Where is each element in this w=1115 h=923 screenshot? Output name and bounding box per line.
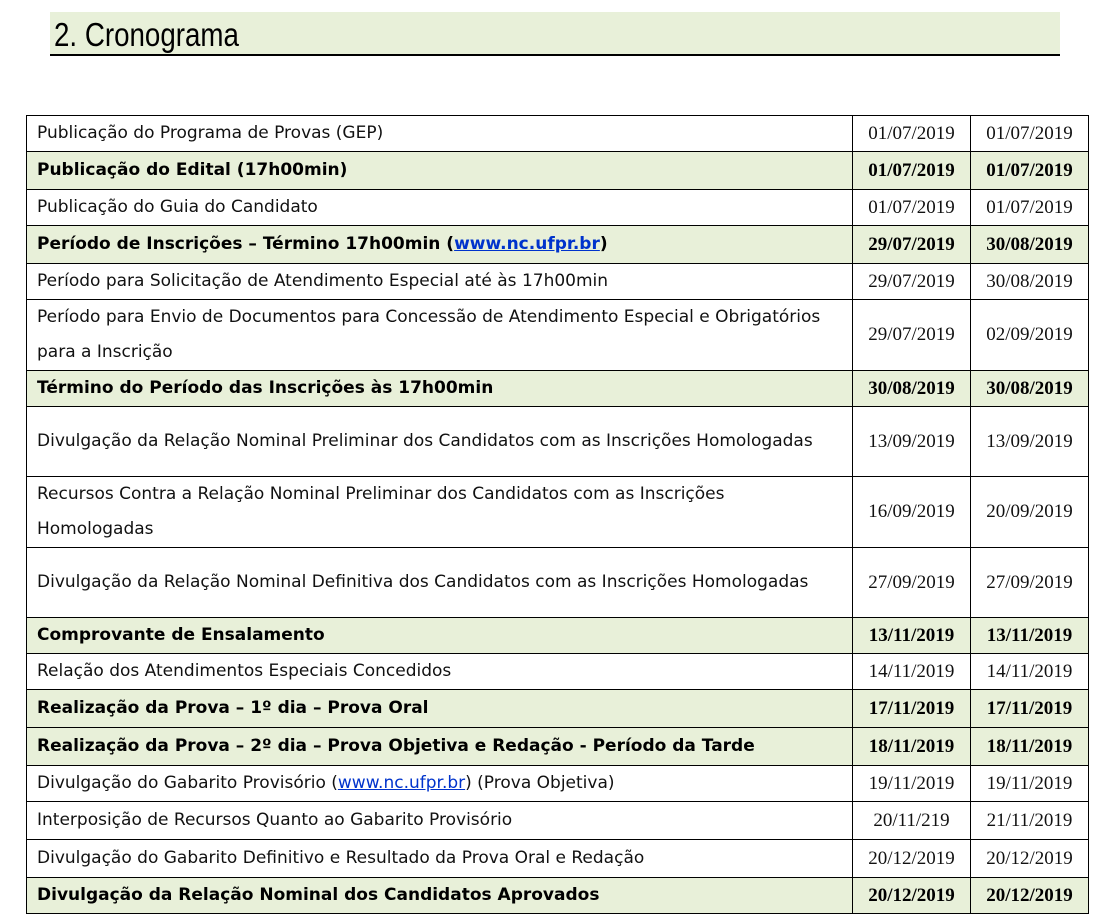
event-description xyxy=(27,226,853,264)
schedule-row xyxy=(27,226,1089,264)
end-date: 20/12/2019 xyxy=(971,878,1089,914)
end-date: 13/11/2019 xyxy=(971,618,1089,654)
event-description-text: Período de Inscrições – Término 17h00min ( xyxy=(37,234,455,254)
end-date: 21/11/2019 xyxy=(971,802,1089,840)
end-date: 13/09/2019 xyxy=(971,407,1089,477)
event-description: Divulgação da Relação Nominal Preliminar dos Candidatos com as Inscrições Homologadas xyxy=(27,407,853,477)
schedule-row xyxy=(27,654,1089,690)
schedule-row xyxy=(27,116,1089,152)
end-date: 01/07/2019 xyxy=(971,116,1089,152)
start-date: 14/11/2019 xyxy=(853,654,971,690)
event-description: Divulgação do Gabarito Definitivo e Resultado da Prova Oral e Redação xyxy=(27,840,853,878)
event-description xyxy=(27,766,853,802)
schedule-row xyxy=(27,477,1089,548)
ufpr-link[interactable]: www.nc.ufpr.br xyxy=(454,234,600,254)
event-description-text: ) (Prova Objetiva) xyxy=(465,773,615,793)
schedule-row xyxy=(27,840,1089,878)
schedule-row xyxy=(27,407,1089,477)
start-date: 19/11/2019 xyxy=(853,766,971,802)
schedule-row xyxy=(27,802,1089,840)
event-description: Realização da Prova – 2º dia – Prova Objetiva e Redação - Período da Tarde xyxy=(27,728,853,766)
start-date: 01/07/2019 xyxy=(853,116,971,152)
schedule-row xyxy=(27,548,1089,618)
event-description: Interposição de Recursos Quanto ao Gabarito Provisório xyxy=(27,802,853,840)
start-date: 30/08/2019 xyxy=(853,371,971,407)
end-date: 18/11/2019 xyxy=(971,728,1089,766)
schedule-row xyxy=(27,152,1089,190)
section-heading xyxy=(50,12,1060,56)
start-date: 13/09/2019 xyxy=(853,407,971,477)
start-date: 01/07/2019 xyxy=(853,152,971,190)
start-date: 20/12/2019 xyxy=(853,840,971,878)
event-description: Comprovante de Ensalamento xyxy=(27,618,853,654)
end-date: 30/08/2019 xyxy=(971,371,1089,407)
start-date: 20/12/2019 xyxy=(853,878,971,914)
end-date: 27/09/2019 xyxy=(971,548,1089,618)
end-date: 30/08/2019 xyxy=(971,226,1089,264)
end-date: 01/07/2019 xyxy=(971,190,1089,226)
event-description: Divulgação da Relação Nominal dos Candidatos Aprovados xyxy=(27,878,853,914)
start-date: 16/09/2019 xyxy=(853,477,971,548)
end-date: 14/11/2019 xyxy=(971,654,1089,690)
ufpr-link[interactable]: www.nc.ufpr.br xyxy=(337,773,466,793)
schedule-table xyxy=(26,115,1089,914)
end-date: 17/11/2019 xyxy=(971,690,1089,728)
event-description: Período para Solicitação de Atendimento Especial até às 17h00min xyxy=(27,264,853,300)
end-date: 19/11/2019 xyxy=(971,766,1089,802)
event-description-text: Divulgação do Gabarito Provisório ( xyxy=(37,773,338,793)
start-date: 18/11/2019 xyxy=(853,728,971,766)
start-date: 29/07/2019 xyxy=(853,264,971,300)
schedule-row xyxy=(27,878,1089,914)
start-date: 01/07/2019 xyxy=(853,190,971,226)
start-date: 27/09/2019 xyxy=(853,548,971,618)
event-description: Divulgação da Relação Nominal Definitiva dos Candidatos com as Inscrições Homologadas xyxy=(27,548,853,618)
event-description: Período para Envio de Documentos para Concessão de Atendimento Especial e Obrigatórios para a Inscrição xyxy=(27,300,853,371)
event-description-text: ) xyxy=(599,234,608,254)
end-date: 01/07/2019 xyxy=(971,152,1089,190)
start-date: 20/11/219 xyxy=(853,802,971,840)
event-description: Realização da Prova – 1º dia – Prova Oral xyxy=(27,690,853,728)
schedule-row xyxy=(27,300,1089,371)
schedule-row xyxy=(27,264,1089,300)
schedule-row xyxy=(27,690,1089,728)
event-description: Término do Período das Inscrições às 17h00min xyxy=(27,371,853,407)
schedule-row xyxy=(27,371,1089,407)
event-description: Publicação do Edital (17h00min) xyxy=(27,152,853,190)
schedule-row xyxy=(27,766,1089,802)
start-date: 29/07/2019 xyxy=(853,226,971,264)
end-date: 30/08/2019 xyxy=(971,264,1089,300)
event-description: Relação dos Atendimentos Especiais Concedidos xyxy=(27,654,853,690)
end-date: 02/09/2019 xyxy=(971,300,1089,371)
schedule-row xyxy=(27,618,1089,654)
start-date: 13/11/2019 xyxy=(853,618,971,654)
schedule-row xyxy=(27,728,1089,766)
schedule-row xyxy=(27,190,1089,226)
end-date: 20/09/2019 xyxy=(971,477,1089,548)
end-date: 20/12/2019 xyxy=(971,840,1089,878)
start-date: 17/11/2019 xyxy=(853,690,971,728)
section-title: 2. Cronograma xyxy=(54,16,239,53)
event-description: Publicação do Programa de Provas (GEP) xyxy=(27,116,853,152)
start-date: 29/07/2019 xyxy=(853,300,971,371)
event-description: Publicação do Guia do Candidato xyxy=(27,190,853,226)
schedule-body xyxy=(27,116,1089,914)
event-description: Recursos Contra a Relação Nominal Preliminar dos Candidatos com as Inscrições Homologadas xyxy=(27,477,853,548)
